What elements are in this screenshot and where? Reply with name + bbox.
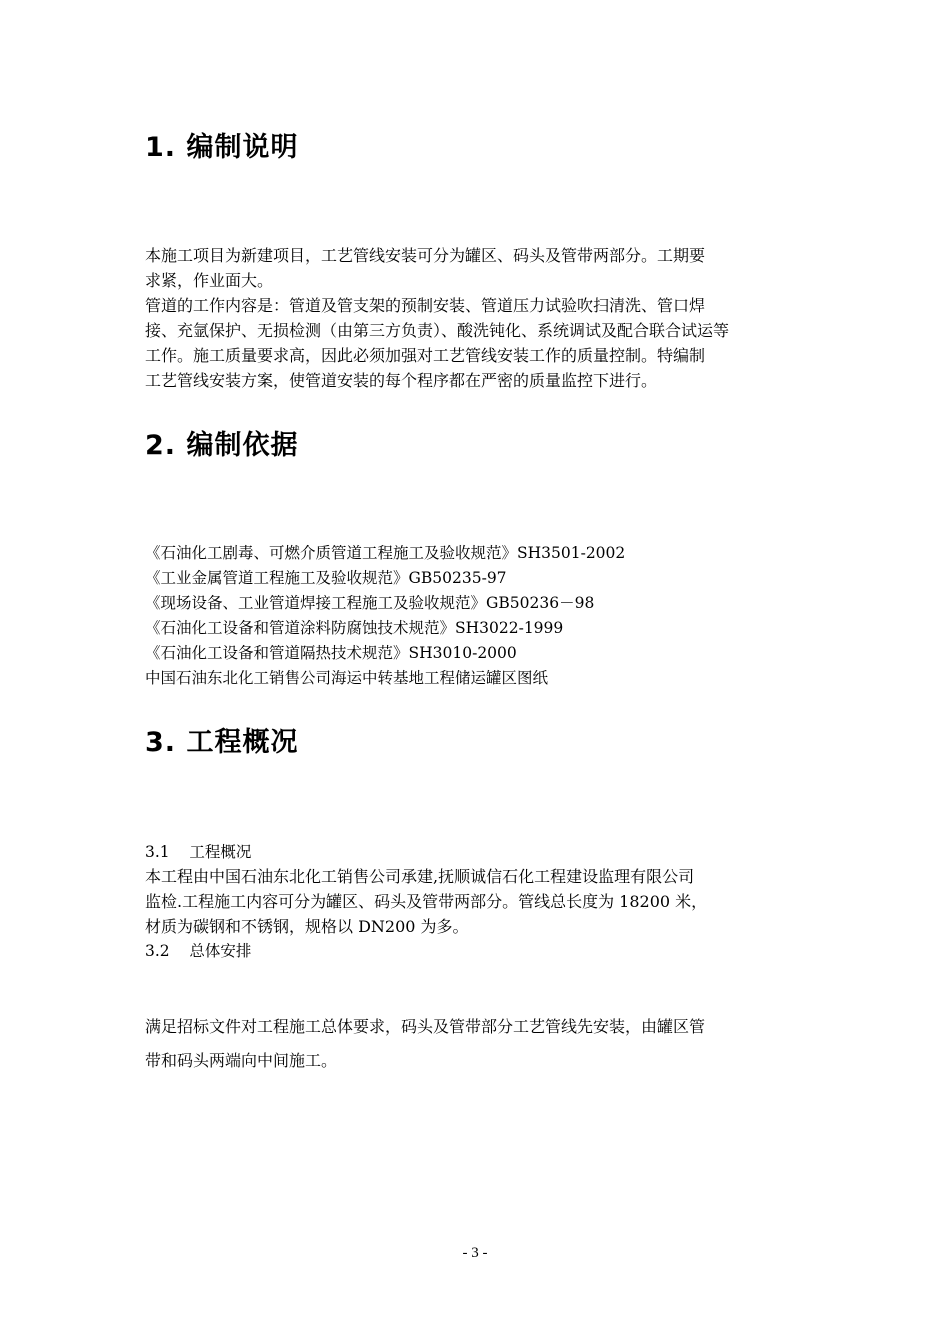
heading-3: 3. 工程概况 xyxy=(145,727,299,758)
subsection-3-1-title: 3.1 工程概况 xyxy=(145,843,252,861)
section-1-paragraph-1 xyxy=(145,243,810,293)
text-line: 管道的工作内容是：管道及管支架的预制安装、管道压力试验吹扫清洗、管口焊 xyxy=(145,296,706,315)
heading-2: 2. 编制依据 xyxy=(145,430,299,461)
reference-item: 《石油化工剧毒、可燃介质管道工程施工及验收规范》SH3501-2002 xyxy=(145,544,626,562)
text-line: 工艺管线安装方案，使管道安装的每个程序都在严密的质量监控下进行。 xyxy=(145,371,658,390)
text-line: 求紧，作业面大。 xyxy=(145,271,274,290)
reference-item: 中国石油东北化工销售公司海运中转基地工程储运罐区图纸 xyxy=(145,669,549,687)
text-line: 带和码头两端向中间施工。 xyxy=(145,1051,338,1070)
section-1-paragraph-2 xyxy=(145,293,810,393)
text-line: 满足招标文件对工程施工总体要求，码头及管带部分工艺管线先安装，由罐区管 xyxy=(145,1017,706,1036)
subsection-3-2-title: 3.2 总体安排 xyxy=(145,942,252,960)
text-line: 监检.工程施工内容可分为罐区、码头及管带两部分。管线总长度为 18200 米， xyxy=(145,892,708,911)
heading-1: 1. 编制说明 xyxy=(145,132,299,163)
text-line: 本施工项目为新建项目，工艺管线安装可分为罐区、码头及管带两部分。工期要 xyxy=(145,246,706,265)
reference-item: 《石油化工设备和管道隔热技术规范》SH3010-2000 xyxy=(145,644,517,662)
subsection-3-2-text xyxy=(145,1010,810,1078)
reference-item: 《现场设备、工业管道焊接工程施工及验收规范》GB50236－98 xyxy=(145,594,595,612)
reference-item: 《石油化工设备和管道涂料防腐蚀技术规范》SH3022-1999 xyxy=(145,619,564,637)
text-line: 接、充氩保护、无损检测（由第三方负责）、酸洗钝化、系统调试及配合联合试运等 xyxy=(145,321,730,340)
reference-item: 《工业金属管道工程施工及验收规范》GB50235-97 xyxy=(145,569,507,587)
text-line: 材质为碳钢和不锈钢，规格以 DN200 为多。 xyxy=(145,917,469,936)
reference-list xyxy=(145,541,625,691)
text-line: 本工程由中国石油东北化工销售公司承建,抚顺诚信石化工程建设监理有限公司 xyxy=(145,867,695,886)
subsection-3-1-text xyxy=(145,864,810,939)
page-number: - 3 - xyxy=(462,1245,488,1261)
text-line: 工作。施工质量要求高，因此必须加强对工艺管线安装工作的质量控制。特编制 xyxy=(145,346,706,365)
